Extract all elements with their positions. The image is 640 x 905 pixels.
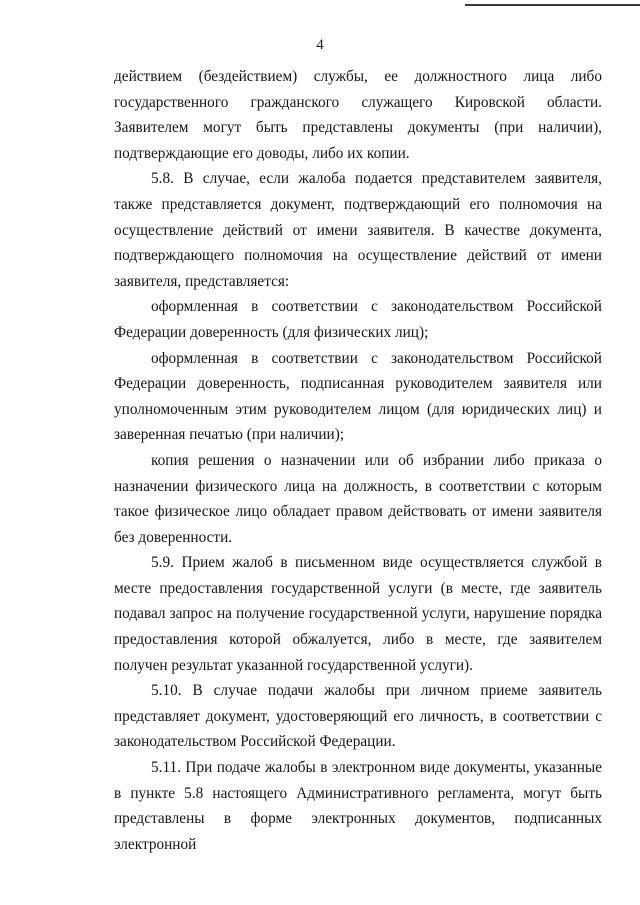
paragraph-5-10: 5.10. В случае подачи жалобы при личном приеме заявитель представляет документ, удостоверяющий его личность, в соответствии с законодательством Российской Федерации. [114, 682, 602, 751]
paragraph-5-9: 5.9. Прием жалоб в письменном виде осуществляется службой в месте предоставления государственной услуги (в месте, где заявитель подавал запрос на получение государственной услуги, нарушение порядка предоставления которой обжалуется, либо в месте, где заявителем получен результат указанной государственной услуги). [114, 554, 602, 674]
page-number: 4 [316, 37, 324, 53]
list-item-power-of-attorney-legal-entities: оформленная в соответствии с законодательством Российской Федерации доверенность, подписанная руководителем заявителя или уполномоченным этим руководителем лицом (для юридических лиц) и заверенная печатью (при наличии); [114, 349, 602, 444]
list-item-appointment-decision-copy: копия решения о назначении или об избрании либо приказа о назначении физического лица на должность, в соответствии с которым такое физическое лицо обладает правом действовать от имени заявителя без доверенности. [114, 451, 602, 546]
paragraph-5-11: 5.11. При подаче жалобы в электронном виде документы, указанные в пункте 5.8 настоящего Административного регламента, могут быть представлены в форме электронных документов, подписанных электронной [114, 759, 602, 853]
paragraph-continuation: действием (бездействием) службы, ее должностного лица либо государственного гражданского служащего Кировской области. Заявителем могут быть представлены документы (при наличии), подтверждающие его доводы, либо их копии. [114, 68, 602, 162]
scan-top-rule [465, 4, 640, 6]
document-body [114, 64, 602, 857]
list-item-power-of-attorney-individuals: оформленная в соответствии с законодательством Российской Федерации доверенность (для физических лиц); [114, 298, 602, 341]
paragraph-5-8: 5.8. В случае, если жалоба подается представителем заявителя, также представляется документ, подтверждающий его полномочия на осуществление действий от имени заявителя. В качестве документа, подтверждающего полномочия на осуществление действий от имени заявителя, представляется: [114, 170, 602, 290]
